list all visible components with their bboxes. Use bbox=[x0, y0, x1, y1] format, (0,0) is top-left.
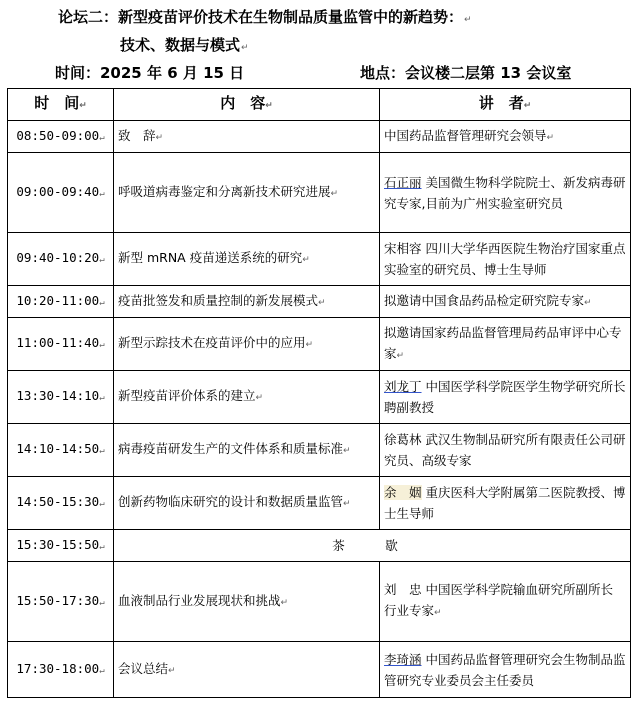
speaker-name: 宋相容 bbox=[384, 241, 422, 256]
speaker-cell: 石正丽 美国微生物科学院院士、新发病毒研究专家,目前为广州实验室研究员 bbox=[380, 153, 631, 233]
table-row bbox=[8, 642, 631, 698]
content-cell: 疫苗批签发和质量控制的新发展模式↵ bbox=[114, 286, 380, 318]
speaker-cell: 拟邀请国家药品监督管理局药品审评中心专家↵ bbox=[380, 318, 631, 371]
paragraph-mark-icon: ↵ bbox=[241, 43, 249, 53]
column-header-speaker: 讲 者↵ bbox=[380, 89, 631, 121]
table-row bbox=[8, 153, 631, 233]
column-header-time: 时 间↵ bbox=[8, 89, 114, 121]
speaker-extra: 行业专家 bbox=[384, 603, 435, 618]
speaker-cell: 刘龙丁 中国医学科学院医学生物学研究所长聘副教授 bbox=[380, 371, 631, 424]
time-cell: 09:00-09:40↵ bbox=[8, 153, 114, 233]
paragraph-mark-icon: ↵ bbox=[464, 15, 472, 25]
time-cell: 14:50-15:30↵ bbox=[8, 477, 114, 530]
time-cell: 15:30-15:50↵ bbox=[8, 530, 114, 562]
table-row bbox=[8, 477, 631, 530]
meeting-location: 地点：会议楼二层第 13 会议室 bbox=[360, 64, 572, 82]
table-row bbox=[8, 286, 631, 318]
time-cell: 08:50-09:00↵ bbox=[8, 121, 114, 153]
speaker-cell: 刘 忠 中国医学科学院输血研究所副所长 行业专家↵ bbox=[380, 562, 631, 642]
speaker-cell: 宋相容 四川大学华西医院生物治疗国家重点实验室的研究员、博士生导师 bbox=[380, 233, 631, 286]
content-cell: 血液制品行业发展现状和挑战↵ bbox=[114, 562, 380, 642]
time-cell: 13:30-14:10↵ bbox=[8, 371, 114, 424]
time-cell: 10:20-11:00↵ bbox=[8, 286, 114, 318]
speaker-cell: 李琦涵 中国药品监督管理研究会生物制品监管研究专业委员会主任委员 bbox=[380, 642, 631, 698]
meeting-time: 时间：2025 年 6 月 15 日 bbox=[55, 64, 245, 82]
time-cell: 15:50-17:30↵ bbox=[8, 562, 114, 642]
table-row bbox=[8, 562, 631, 642]
table-header-row bbox=[8, 89, 631, 121]
speaker-name: 石正丽 bbox=[384, 174, 422, 190]
time-cell: 11:00-11:40↵ bbox=[8, 318, 114, 371]
content-cell: 致 辞↵ bbox=[114, 121, 380, 153]
table-row bbox=[8, 318, 631, 371]
speaker-name: 刘龙丁 bbox=[384, 379, 422, 394]
content-cell: 新型疫苗评价体系的建立↵ bbox=[114, 371, 380, 424]
column-header-content: 内 容↵ bbox=[114, 89, 380, 121]
speaker-name: 李琦涵 bbox=[384, 651, 422, 667]
table-row bbox=[8, 233, 631, 286]
content-cell: 会议总结↵ bbox=[114, 642, 380, 698]
speaker-name: 徐葛林 bbox=[384, 432, 422, 447]
speaker-cell: 余 姻 重庆医科大学附属第二医院教授、博士生导师 bbox=[380, 477, 631, 530]
forum-subtitle: 技术、数据与模式↵ bbox=[120, 36, 249, 54]
content-cell: 创新药物临床研究的设计和数据质量监管↵ bbox=[114, 477, 380, 530]
time-cell: 09:40-10:20↵ bbox=[8, 233, 114, 286]
content-cell: 新型 mRNA 疫苗递送系统的研究↵ bbox=[114, 233, 380, 286]
speaker-cell: 中国药品监督管理研究会领导↵ bbox=[380, 121, 631, 153]
table-row bbox=[8, 121, 631, 153]
speaker-cell: 拟邀请中国食品药品检定研究院专家↵ bbox=[380, 286, 631, 318]
forum-title: 论坛二：新型疫苗评价技术在生物制品质量监管中的新趋势：↵ bbox=[58, 8, 472, 26]
table-row-break bbox=[8, 530, 631, 562]
tea-break-cell: 茶 歇 bbox=[114, 530, 631, 562]
table-row bbox=[8, 424, 631, 477]
content-cell: 呼吸道病毒鉴定和分离新技术研究进展↵ bbox=[114, 153, 380, 233]
speaker-name: 余 姻 bbox=[384, 485, 422, 500]
content-cell: 病毒疫苗研发生产的文件体系和质量标准↵ bbox=[114, 424, 380, 477]
schedule-table bbox=[7, 88, 631, 698]
time-cell: 17:30-18:00↵ bbox=[8, 642, 114, 698]
time-cell: 14:10-14:50↵ bbox=[8, 424, 114, 477]
speaker-name: 刘 忠 bbox=[384, 582, 422, 597]
content-cell: 新型示踪技术在疫苗评价中的应用↵ bbox=[114, 318, 380, 371]
speaker-cell: 徐葛林 武汉生物制品研究所有限责任公司研究员、高级专家 bbox=[380, 424, 631, 477]
table-row bbox=[8, 371, 631, 424]
